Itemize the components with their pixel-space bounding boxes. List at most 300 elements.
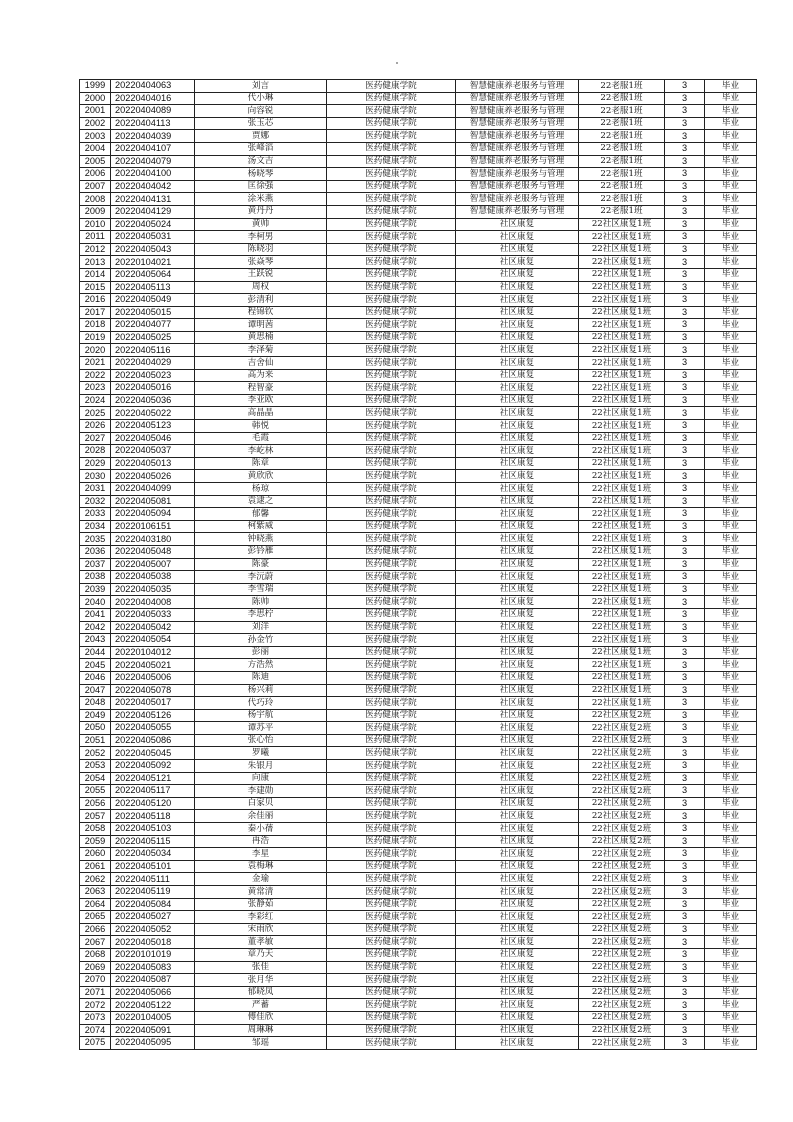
major-cell: 社区康复 bbox=[456, 583, 579, 596]
seq-cell: 2014 bbox=[80, 268, 111, 281]
college-cell: 医药健康学院 bbox=[327, 974, 456, 987]
seq-cell: 2052 bbox=[80, 747, 111, 760]
table-row bbox=[80, 533, 757, 546]
table-row bbox=[80, 697, 757, 710]
status-cell: 毕业 bbox=[705, 445, 757, 458]
student-id-cell: 20220405126 bbox=[111, 709, 195, 722]
seq-cell: 2016 bbox=[80, 294, 111, 307]
name-cell: 陈帅 bbox=[195, 596, 327, 609]
major-cell: 社区康复 bbox=[456, 621, 579, 634]
class-cell: 22社区康复2班 bbox=[579, 948, 665, 961]
college-cell: 医药健康学院 bbox=[327, 823, 456, 836]
table-row bbox=[80, 835, 757, 848]
name-cell: 向容锐 bbox=[195, 105, 327, 118]
status-cell: 毕业 bbox=[705, 923, 757, 936]
seq-cell: 2058 bbox=[80, 823, 111, 836]
status-cell: 毕业 bbox=[705, 520, 757, 533]
status-cell: 毕业 bbox=[705, 394, 757, 407]
college-cell: 医药健康学院 bbox=[327, 986, 456, 999]
status-cell: 毕业 bbox=[705, 231, 757, 244]
college-cell: 医药健康学院 bbox=[327, 80, 456, 93]
name-cell: 章乃天 bbox=[195, 948, 327, 961]
table-row bbox=[80, 684, 757, 697]
student-id-cell: 20220404100 bbox=[111, 168, 195, 181]
college-cell: 医药健康学院 bbox=[327, 142, 456, 155]
student-id-cell: 20220405043 bbox=[111, 243, 195, 256]
seq-cell: 2050 bbox=[80, 722, 111, 735]
student-id-cell: 20220405113 bbox=[111, 281, 195, 294]
years-cell: 3 bbox=[665, 193, 705, 206]
table-row bbox=[80, 420, 757, 433]
major-cell: 社区康复 bbox=[456, 659, 579, 672]
college-cell: 医药健康学院 bbox=[327, 483, 456, 496]
college-cell: 医药健康学院 bbox=[327, 797, 456, 810]
college-cell: 医药健康学院 bbox=[327, 1024, 456, 1037]
name-cell: 高为来 bbox=[195, 369, 327, 382]
years-cell: 3 bbox=[665, 760, 705, 773]
student-id-cell: 20220404129 bbox=[111, 205, 195, 218]
table-row bbox=[80, 155, 757, 168]
college-cell: 医药健康学院 bbox=[327, 407, 456, 420]
college-cell: 医药健康学院 bbox=[327, 281, 456, 294]
student-id-cell: 20220405087 bbox=[111, 974, 195, 987]
seq-cell: 2051 bbox=[80, 734, 111, 747]
name-cell: 吉舍仙 bbox=[195, 357, 327, 370]
student-id-cell: 20220405023 bbox=[111, 369, 195, 382]
major-cell: 社区康复 bbox=[456, 936, 579, 949]
years-cell: 3 bbox=[665, 608, 705, 621]
table-row bbox=[80, 470, 757, 483]
college-cell: 医药健康学院 bbox=[327, 218, 456, 231]
name-cell: 向康 bbox=[195, 772, 327, 785]
class-cell: 22社区康复2班 bbox=[579, 760, 665, 773]
years-cell: 3 bbox=[665, 520, 705, 533]
table-row bbox=[80, 659, 757, 672]
class-cell: 22老服1班 bbox=[579, 168, 665, 181]
class-cell: 22老服1班 bbox=[579, 105, 665, 118]
college-cell: 医药健康学院 bbox=[327, 659, 456, 672]
major-cell: 智慧健康养老服务与管理 bbox=[456, 155, 579, 168]
table-row bbox=[80, 445, 757, 458]
major-cell: 社区康复 bbox=[456, 344, 579, 357]
name-cell: 张峰滔 bbox=[195, 142, 327, 155]
table-row bbox=[80, 344, 757, 357]
college-cell: 医药健康学院 bbox=[327, 508, 456, 521]
student-id-cell: 20220405017 bbox=[111, 697, 195, 710]
class-cell: 22社区康复1班 bbox=[579, 571, 665, 584]
name-cell: 郁晓凤 bbox=[195, 986, 327, 999]
years-cell: 3 bbox=[665, 281, 705, 294]
student-id-cell: 20220405007 bbox=[111, 558, 195, 571]
class-cell: 22社区康复1班 bbox=[579, 231, 665, 244]
years-cell: 3 bbox=[665, 873, 705, 886]
major-cell: 社区康复 bbox=[456, 1037, 579, 1050]
status-cell: 毕业 bbox=[705, 193, 757, 206]
college-cell: 医药健康学院 bbox=[327, 835, 456, 848]
class-cell: 22社区康复1班 bbox=[579, 319, 665, 332]
name-cell: 彭钤雁 bbox=[195, 545, 327, 558]
status-cell: 毕业 bbox=[705, 860, 757, 873]
years-cell: 3 bbox=[665, 785, 705, 798]
major-cell: 社区康复 bbox=[456, 860, 579, 873]
student-roster-table bbox=[79, 79, 757, 1050]
name-cell: 张玉芯 bbox=[195, 117, 327, 130]
major-cell: 社区康复 bbox=[456, 785, 579, 798]
name-cell: 孙金竹 bbox=[195, 634, 327, 647]
table-row bbox=[80, 218, 757, 231]
major-cell: 社区康复 bbox=[456, 1024, 579, 1037]
college-cell: 医药健康学院 bbox=[327, 785, 456, 798]
seq-cell: 2061 bbox=[80, 860, 111, 873]
student-id-cell: 20220405024 bbox=[111, 218, 195, 231]
table-row bbox=[80, 281, 757, 294]
student-id-cell: 20220404077 bbox=[111, 319, 195, 332]
class-cell: 22社区康复2班 bbox=[579, 898, 665, 911]
table-row bbox=[80, 92, 757, 105]
major-cell: 社区康复 bbox=[456, 420, 579, 433]
student-id-cell: 20220405116 bbox=[111, 344, 195, 357]
table-row bbox=[80, 142, 757, 155]
table-row bbox=[80, 382, 757, 395]
name-cell: 黄帅 bbox=[195, 218, 327, 231]
status-cell: 毕业 bbox=[705, 533, 757, 546]
name-cell: 陈迪 bbox=[195, 671, 327, 684]
seq-cell: 2073 bbox=[80, 1011, 111, 1024]
name-cell: 李屹林 bbox=[195, 445, 327, 458]
college-cell: 医药健康学院 bbox=[327, 180, 456, 193]
college-cell: 医药健康学院 bbox=[327, 1037, 456, 1050]
years-cell: 3 bbox=[665, 848, 705, 861]
college-cell: 医药健康学院 bbox=[327, 445, 456, 458]
class-cell: 22社区康复2班 bbox=[579, 860, 665, 873]
college-cell: 医药健康学院 bbox=[327, 621, 456, 634]
status-cell: 毕业 bbox=[705, 180, 757, 193]
class-cell: 22社区康复2班 bbox=[579, 785, 665, 798]
seq-cell: 2062 bbox=[80, 873, 111, 886]
years-cell: 3 bbox=[665, 596, 705, 609]
years-cell: 3 bbox=[665, 860, 705, 873]
seq-cell: 2017 bbox=[80, 306, 111, 319]
scan-speck bbox=[396, 62, 398, 64]
status-cell: 毕业 bbox=[705, 1011, 757, 1024]
seq-cell: 2046 bbox=[80, 671, 111, 684]
class-cell: 22社区康复1班 bbox=[579, 558, 665, 571]
student-id-cell: 20220405022 bbox=[111, 407, 195, 420]
years-cell: 3 bbox=[665, 407, 705, 420]
status-cell: 毕业 bbox=[705, 268, 757, 281]
student-id-cell: 20220405055 bbox=[111, 722, 195, 735]
table-row bbox=[80, 1037, 757, 1050]
years-cell: 3 bbox=[665, 1024, 705, 1037]
major-cell: 社区康复 bbox=[456, 697, 579, 710]
seq-cell: 2044 bbox=[80, 646, 111, 659]
status-cell: 毕业 bbox=[705, 92, 757, 105]
seq-cell: 2069 bbox=[80, 961, 111, 974]
class-cell: 22社区康复2班 bbox=[579, 810, 665, 823]
major-cell: 社区康复 bbox=[456, 533, 579, 546]
student-id-cell: 20220405117 bbox=[111, 785, 195, 798]
student-id-cell: 20220405036 bbox=[111, 394, 195, 407]
status-cell: 毕业 bbox=[705, 243, 757, 256]
name-cell: 邹瑶 bbox=[195, 1037, 327, 1050]
college-cell: 医药健康学院 bbox=[327, 772, 456, 785]
table-row bbox=[80, 709, 757, 722]
class-cell: 22社区康复2班 bbox=[579, 974, 665, 987]
class-cell: 22社区康复2班 bbox=[579, 772, 665, 785]
major-cell: 社区康复 bbox=[456, 760, 579, 773]
major-cell: 社区康复 bbox=[456, 722, 579, 735]
name-cell: 代小琳 bbox=[195, 92, 327, 105]
status-cell: 毕业 bbox=[705, 168, 757, 181]
name-cell: 朱银月 bbox=[195, 760, 327, 773]
years-cell: 3 bbox=[665, 898, 705, 911]
college-cell: 医药健康学院 bbox=[327, 948, 456, 961]
years-cell: 3 bbox=[665, 646, 705, 659]
student-id-cell: 20220404107 bbox=[111, 142, 195, 155]
student-id-cell: 20220405038 bbox=[111, 571, 195, 584]
table-row bbox=[80, 886, 757, 899]
college-cell: 医药健康学院 bbox=[327, 583, 456, 596]
student-id-cell: 20220405078 bbox=[111, 684, 195, 697]
college-cell: 医药健康学院 bbox=[327, 860, 456, 873]
years-cell: 3 bbox=[665, 722, 705, 735]
years-cell: 3 bbox=[665, 319, 705, 332]
class-cell: 22社区康复2班 bbox=[579, 835, 665, 848]
seq-cell: 2064 bbox=[80, 898, 111, 911]
years-cell: 3 bbox=[665, 495, 705, 508]
major-cell: 智慧健康养老服务与管理 bbox=[456, 142, 579, 155]
status-cell: 毕业 bbox=[705, 420, 757, 433]
name-cell: 杨晓琴 bbox=[195, 168, 327, 181]
major-cell: 社区康复 bbox=[456, 382, 579, 395]
seq-cell: 2025 bbox=[80, 407, 111, 420]
seq-cell: 2002 bbox=[80, 117, 111, 130]
years-cell: 3 bbox=[665, 797, 705, 810]
college-cell: 医药健康学院 bbox=[327, 646, 456, 659]
seq-cell: 2068 bbox=[80, 948, 111, 961]
seq-cell: 2001 bbox=[80, 105, 111, 118]
major-cell: 社区康复 bbox=[456, 608, 579, 621]
years-cell: 3 bbox=[665, 533, 705, 546]
years-cell: 3 bbox=[665, 835, 705, 848]
status-cell: 毕业 bbox=[705, 772, 757, 785]
major-cell: 社区康复 bbox=[456, 634, 579, 647]
student-id-cell: 20220405025 bbox=[111, 331, 195, 344]
class-cell: 22社区康复1班 bbox=[579, 671, 665, 684]
status-cell: 毕业 bbox=[705, 898, 757, 911]
name-cell: 程智豪 bbox=[195, 382, 327, 395]
major-cell: 社区康复 bbox=[456, 432, 579, 445]
status-cell: 毕业 bbox=[705, 1024, 757, 1037]
name-cell: 李彩红 bbox=[195, 911, 327, 924]
class-cell: 22社区康复1班 bbox=[579, 243, 665, 256]
name-cell: 毛霞 bbox=[195, 432, 327, 445]
name-cell: 黄欣欣 bbox=[195, 470, 327, 483]
class-cell: 22社区康复2班 bbox=[579, 923, 665, 936]
major-cell: 社区康复 bbox=[456, 911, 579, 924]
name-cell: 王跃锐 bbox=[195, 268, 327, 281]
student-id-cell: 20220405034 bbox=[111, 848, 195, 861]
major-cell: 社区康复 bbox=[456, 747, 579, 760]
seq-cell: 2005 bbox=[80, 155, 111, 168]
table-row bbox=[80, 571, 757, 584]
seq-cell: 2041 bbox=[80, 608, 111, 621]
seq-cell: 2045 bbox=[80, 659, 111, 672]
status-cell: 毕业 bbox=[705, 457, 757, 470]
status-cell: 毕业 bbox=[705, 835, 757, 848]
table-row bbox=[80, 671, 757, 684]
class-cell: 22老服1班 bbox=[579, 180, 665, 193]
student-id-cell: 20220405084 bbox=[111, 898, 195, 911]
college-cell: 医药健康学院 bbox=[327, 319, 456, 332]
college-cell: 医药健康学院 bbox=[327, 684, 456, 697]
college-cell: 医药健康学院 bbox=[327, 168, 456, 181]
name-cell: 方浩然 bbox=[195, 659, 327, 672]
college-cell: 医药健康学院 bbox=[327, 470, 456, 483]
student-id-cell: 20220405091 bbox=[111, 1024, 195, 1037]
college-cell: 医药健康学院 bbox=[327, 545, 456, 558]
college-cell: 医药健康学院 bbox=[327, 193, 456, 206]
name-cell: 李泽菊 bbox=[195, 344, 327, 357]
years-cell: 3 bbox=[665, 331, 705, 344]
major-cell: 社区康复 bbox=[456, 369, 579, 382]
years-cell: 3 bbox=[665, 697, 705, 710]
student-id-cell: 20220104021 bbox=[111, 256, 195, 269]
seq-cell: 2049 bbox=[80, 709, 111, 722]
class-cell: 22社区康复1班 bbox=[579, 508, 665, 521]
name-cell: 汤文吉 bbox=[195, 155, 327, 168]
name-cell: 匡徐强 bbox=[195, 180, 327, 193]
status-cell: 毕业 bbox=[705, 80, 757, 93]
status-cell: 毕业 bbox=[705, 319, 757, 332]
student-id-cell: 20220404039 bbox=[111, 130, 195, 143]
student-id-cell: 20220405013 bbox=[111, 457, 195, 470]
status-cell: 毕业 bbox=[705, 294, 757, 307]
table-row bbox=[80, 520, 757, 533]
table-row bbox=[80, 432, 757, 445]
college-cell: 医药健康学院 bbox=[327, 898, 456, 911]
college-cell: 医药健康学院 bbox=[327, 344, 456, 357]
college-cell: 医药健康学院 bbox=[327, 810, 456, 823]
class-cell: 22社区康复1班 bbox=[579, 369, 665, 382]
status-cell: 毕业 bbox=[705, 155, 757, 168]
class-cell: 22社区康复1班 bbox=[579, 520, 665, 533]
student-id-cell: 20220405092 bbox=[111, 760, 195, 773]
class-cell: 22社区康复1班 bbox=[579, 646, 665, 659]
class-cell: 22社区康复1班 bbox=[579, 495, 665, 508]
class-cell: 22社区康复2班 bbox=[579, 734, 665, 747]
seq-cell: 2009 bbox=[80, 205, 111, 218]
class-cell: 22社区康复2班 bbox=[579, 797, 665, 810]
name-cell: 董孝敏 bbox=[195, 936, 327, 949]
class-cell: 22社区康复1班 bbox=[579, 281, 665, 294]
major-cell: 社区康复 bbox=[456, 797, 579, 810]
class-cell: 22社区康复1班 bbox=[579, 331, 665, 344]
table-row bbox=[80, 936, 757, 949]
status-cell: 毕业 bbox=[705, 545, 757, 558]
name-cell: 谭明茜 bbox=[195, 319, 327, 332]
table-row bbox=[80, 319, 757, 332]
college-cell: 医药健康学院 bbox=[327, 671, 456, 684]
table-row bbox=[80, 495, 757, 508]
seq-cell: 2029 bbox=[80, 457, 111, 470]
major-cell: 社区康复 bbox=[456, 848, 579, 861]
college-cell: 医药健康学院 bbox=[327, 520, 456, 533]
table-row bbox=[80, 1011, 757, 1024]
seq-cell: 2027 bbox=[80, 432, 111, 445]
major-cell: 智慧健康养老服务与管理 bbox=[456, 168, 579, 181]
college-cell: 医药健康学院 bbox=[327, 558, 456, 571]
college-cell: 医药健康学院 bbox=[327, 747, 456, 760]
seq-cell: 2067 bbox=[80, 936, 111, 949]
major-cell: 社区康复 bbox=[456, 407, 579, 420]
student-id-cell: 20220104005 bbox=[111, 1011, 195, 1024]
class-cell: 22社区康复1班 bbox=[579, 256, 665, 269]
table-row bbox=[80, 961, 757, 974]
name-cell: 傅佳欣 bbox=[195, 1011, 327, 1024]
table-row bbox=[80, 117, 757, 130]
name-cell: 高晶晶 bbox=[195, 407, 327, 420]
table-row bbox=[80, 760, 757, 773]
table-row bbox=[80, 369, 757, 382]
name-cell: 袁梅琳 bbox=[195, 860, 327, 873]
years-cell: 3 bbox=[665, 936, 705, 949]
status-cell: 毕业 bbox=[705, 797, 757, 810]
status-cell: 毕业 bbox=[705, 760, 757, 773]
name-cell: 柯紫威 bbox=[195, 520, 327, 533]
major-cell: 社区康复 bbox=[456, 974, 579, 987]
major-cell: 社区康复 bbox=[456, 457, 579, 470]
table-row bbox=[80, 558, 757, 571]
class-cell: 22社区康复2班 bbox=[579, 986, 665, 999]
status-cell: 毕业 bbox=[705, 256, 757, 269]
class-cell: 22社区康复2班 bbox=[579, 961, 665, 974]
student-id-cell: 20220404029 bbox=[111, 357, 195, 370]
years-cell: 3 bbox=[665, 306, 705, 319]
college-cell: 医药健康学院 bbox=[327, 886, 456, 899]
name-cell: 张静茹 bbox=[195, 898, 327, 911]
class-cell: 22老服1班 bbox=[579, 193, 665, 206]
seq-cell: 2032 bbox=[80, 495, 111, 508]
student-id-cell: 20220405081 bbox=[111, 495, 195, 508]
student-id-cell: 20220405083 bbox=[111, 961, 195, 974]
seq-cell: 2057 bbox=[80, 810, 111, 823]
table-row bbox=[80, 331, 757, 344]
name-cell: 袁逮之 bbox=[195, 495, 327, 508]
seq-cell: 2043 bbox=[80, 634, 111, 647]
status-cell: 毕业 bbox=[705, 659, 757, 672]
class-cell: 22社区康复2班 bbox=[579, 911, 665, 924]
name-cell: 彭丽 bbox=[195, 646, 327, 659]
major-cell: 社区康复 bbox=[456, 545, 579, 558]
seq-cell: 2021 bbox=[80, 357, 111, 370]
name-cell: 李沅蔚 bbox=[195, 571, 327, 584]
status-cell: 毕业 bbox=[705, 357, 757, 370]
table-row bbox=[80, 734, 757, 747]
years-cell: 3 bbox=[665, 961, 705, 974]
status-cell: 毕业 bbox=[705, 608, 757, 621]
major-cell: 社区康复 bbox=[456, 873, 579, 886]
table-row bbox=[80, 457, 757, 470]
student-id-cell: 20220405121 bbox=[111, 772, 195, 785]
status-cell: 毕业 bbox=[705, 671, 757, 684]
seq-cell: 2033 bbox=[80, 508, 111, 521]
years-cell: 3 bbox=[665, 583, 705, 596]
seq-cell: 2006 bbox=[80, 168, 111, 181]
name-cell: 宋雨欣 bbox=[195, 923, 327, 936]
major-cell: 社区康复 bbox=[456, 571, 579, 584]
student-id-cell: 20220405101 bbox=[111, 860, 195, 873]
